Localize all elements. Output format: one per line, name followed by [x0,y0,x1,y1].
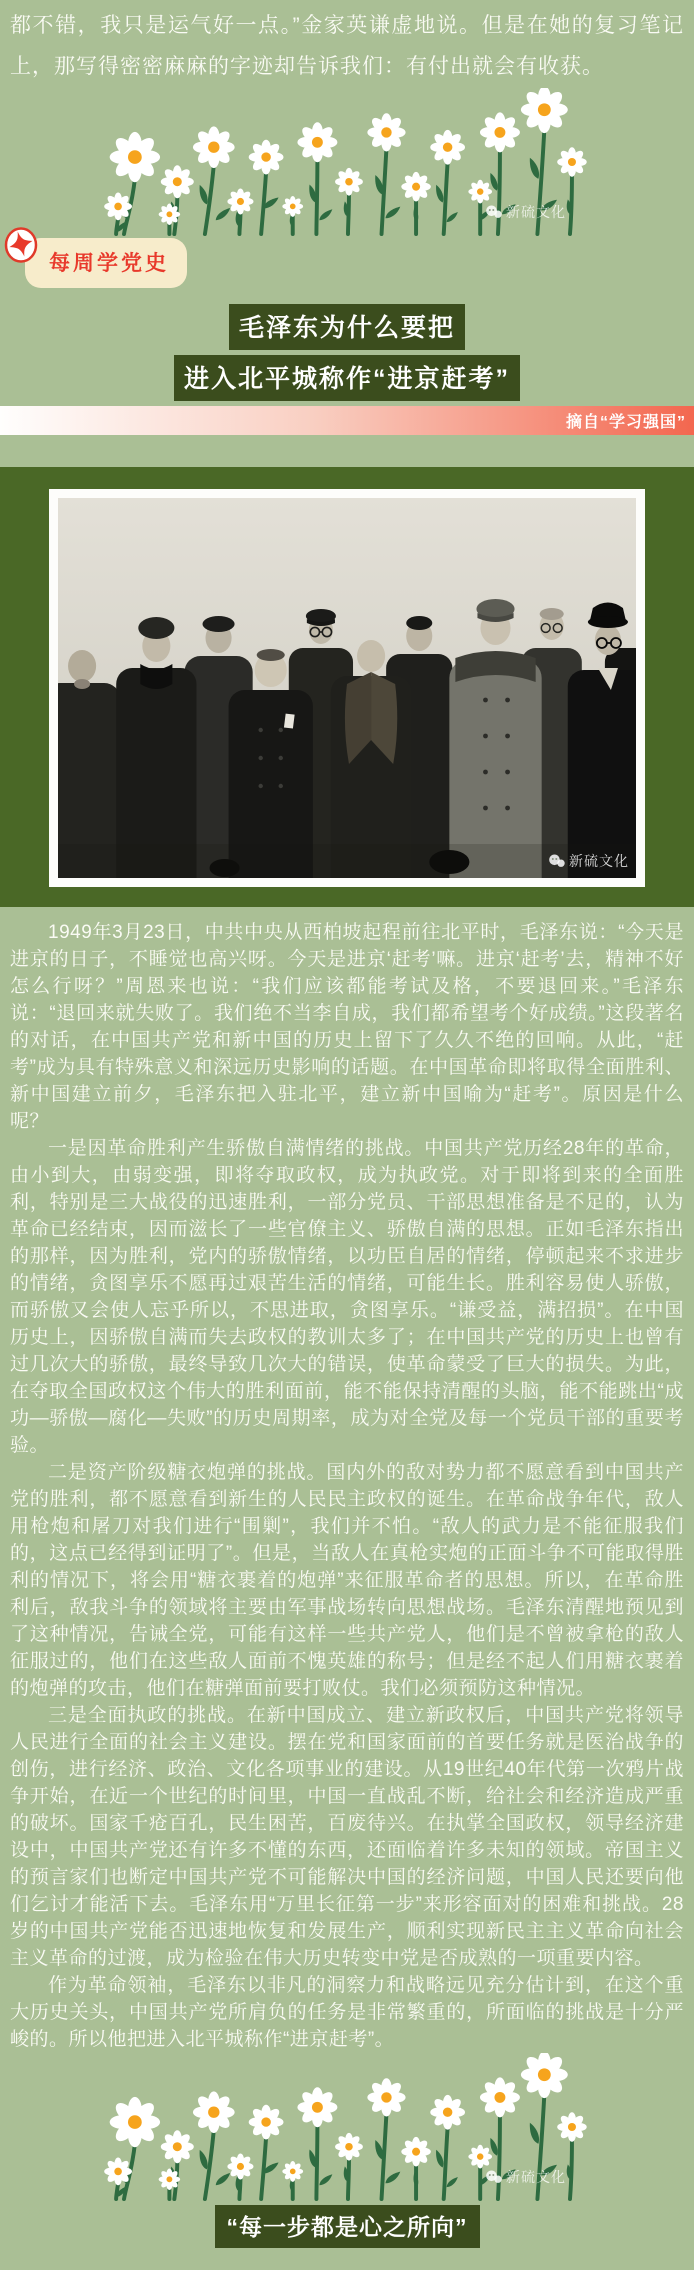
sparkle-icon [4,227,38,263]
flower-strip-top [0,88,694,236]
photo-panel [0,467,694,907]
paragraph-2: 一是因革命胜利产生骄傲自满情绪的挑战。中国共产党历经28年的革命，由小到大，由弱变强，即将夺取政权，成为执政党。对于即将到来的全面胜利，特别是三大战役的迅速胜利，一部分党员、干部思想准备是不足的，认为革命已经结束，因而滋长了一些官僚主义、骄傲自满的思想。正如毛泽东指出的那样，因为胜利，党内的骄傲情绪，以功臣自居的情绪，停顿起来不求进步的情绪，贪图享乐不愿再过艰苦生活的情绪，可能生长。胜利容易使人骄傲，而骄傲又会使人忘乎所以，不思进取，贪图享乐。“谦受益，满招损”。在中国历史上，因骄傲自满而失去政权的教训太多了；在中国共产党的历史上也曾有过几次大的骄傲，最终导致几次大的错误，使革命蒙受了巨大的损失。为此，在夺取全国政权这个伟大的胜利面前，能不能保持清醒的头脑，能不能跳出“成功—骄傲—腐化—失败”的历史周期率，成为对全党及每一个党员干部的重要考验。 [10,1138,684,1456]
paragraph-4: 三是全面执政的挑战。在新中国成立、建立新政权后，中国共产党将领导人民进行全面的社会主义建设。摆在党和国家面前的首要任务就是医治战争的创伤，进行经济、政治、文化各项事业的建设。从19世纪40年代第一次鸦片战争开始，在近一个世纪的时间里，中国一直战乱不断，给社会和经济造成严重的破坏。国家千疮百孔，民生困苦，百废待兴。在执掌全国政权，领导经济建设中，中国共产党还有许多不懂的东西，还面临着许多未知的领域。帝国主义的预言家们也断定中国共产党不可能解决中国的经济问题，中国人民还要向他们乞讨才能活下去。毛泽东用“万里长征第一步”来形容面对的困难和挑战。28岁的中国共产党能否迅速地恢复和发展生产，顺利实现新民主主义革命向社会主义革命的过渡，成为检验在伟大历史转变中党是否成熟的一项重要内容。 [10,1705,684,1969]
paragraph-1: 1949年3月23日，中共中央从西柏坡起程前往北平时，毛泽东说：“今天是进京的日子，不睡觉也高兴呀。今天是进京‘赶考’嘛。进京‘赶考’去，精神不好怎么行呀？”周恩来也说：“我们应该都能考试及格，不要退回来。”毛泽东说：“退回来就失败了。我们绝不当李自成，我们都希望考个好成绩。”这段著名的对话，在中国共产党和新中国的历史上留下了久久不绝的回响。从此，“赶考”成为具有特殊意义和深远历史影响的话题。在中国革命即将取得全面胜利、新中国建立前夕，毛泽东把入驻北平，建立新中国喻为“赶考”。原因是什么呢？ [10,922,684,1132]
section-badge [25,238,187,288]
title-line-1: 毛泽东为什么要把 [229,304,465,350]
paragraph-3: 二是资产阶级糖衣炮弹的挑战。国内外的敌对势力都不愿意看到中国共产党的胜利，都不愿意看到新生的人民民主政权的诞生。在革命战争年代，敌人用枪炮和屠刀对我们进行“围剿”，我们并不怕。“敌人的武力是不能征服我们的，这点已经得到证明了”。但是，当敌人在真枪实炮的正面斗争不可能取得胜利的情况下，将会用“糖衣裹着的炮弹”来征服革命者的思想。所以，在革命胜利后，敌我斗争的领域将主要由军事战场转向思想战场。毛泽东清醒地预见到了这种情况，告诫全党，可能有这样一些共产党人，他们是不曾被拿枪的敌人征服过的，他们在这些敌人面前不愧英雄的称号；但是经不起人们用糖衣裹着的炮弹的攻击，他们在糖弹面前要打败仗。我们必须预防这种情况。 [10,1462,684,1699]
watermark [486,2167,566,2187]
source-bar [0,406,694,435]
photo-watermark [549,851,629,871]
footer-slogan: “每一步都是心之所向” [215,2205,480,2248]
chat-bubbles-icon [486,2170,502,2184]
photo-frame [49,489,645,887]
chat-bubbles-icon [486,205,502,219]
flower-strip-bottom [0,2053,694,2201]
watermark-label: 新硫文化 [506,204,566,220]
footer-slogan-row [0,2205,694,2248]
chat-bubbles-icon [549,854,565,868]
watermark [486,202,566,222]
intro-text: 都不错，我只是运气好一点。”金家英谦虚地说。但是在她的复习笔记上，那写得密密麻麻的字迹却告诉我们：有付出就会有收获。 [10,14,684,78]
watermark-label: 新硫文化 [569,853,629,869]
paragraph-5: 作为革命领袖，毛泽东以非凡的洞察力和战略远见充分估计到，在这个重大历史关头，中国共产党所肩负的任务是非常繁重的，所面临的挑战是十分严峻的。所以他把进入北平城称作“进京赶考”。 [10,1975,684,2050]
article-body [0,919,694,2053]
section-badge-row [0,238,694,296]
historical-group-photo [58,498,636,878]
title-line-2: 进入北平城称作“进京赶考” [174,355,520,401]
source-tag-label: 摘自“学习强国” [565,414,686,431]
article-title [0,304,694,401]
section-badge-label: 每周学党史 [49,252,169,275]
watermark-label: 新硫文化 [506,2169,566,2185]
